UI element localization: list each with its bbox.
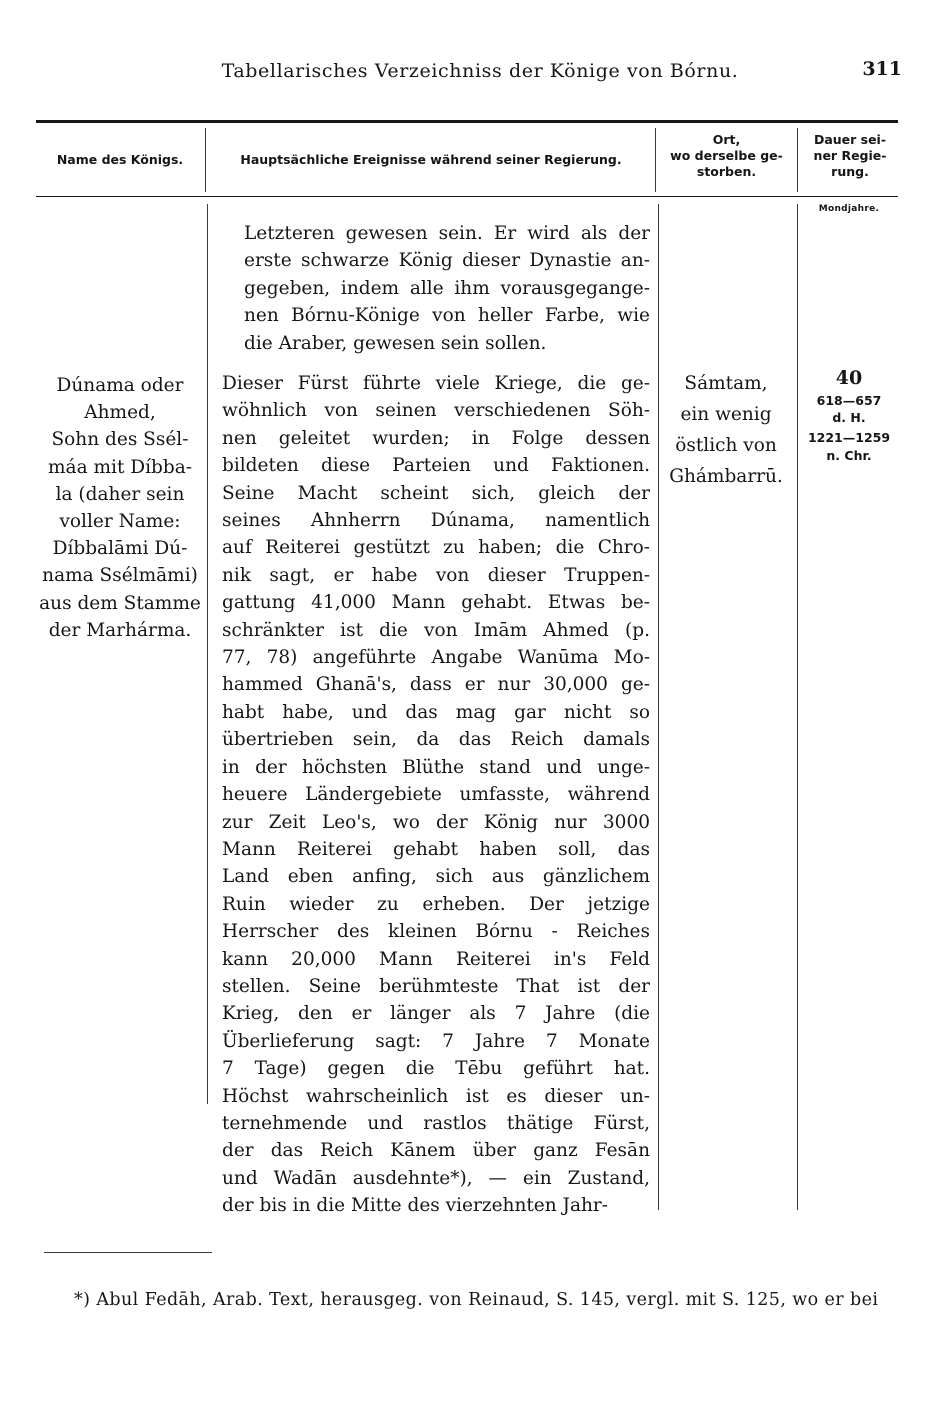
events-line: 7 Tage) gegen die Tēbu geführt hat.: [222, 1058, 650, 1080]
reign-years: 40: [835, 367, 863, 389]
death-place-line: östlich von: [675, 435, 777, 456]
events-line: schränkter ist die von Imām Ahmed (p.: [222, 619, 650, 641]
events-line: Dieser Fürst führte viele Kriege, die ge-: [222, 373, 650, 394]
continued-events-line: die Araber, gewesen sein sollen.: [244, 332, 547, 354]
king-name-line: Ahmed,: [84, 402, 156, 424]
table-top-rule: [36, 120, 898, 123]
column-header-duration: [798, 132, 902, 180]
king-name-line: Díbbalāmi Dú-: [52, 538, 188, 560]
events-line: Höchst wahrscheinlich ist es dieser un-: [222, 1085, 650, 1107]
hijri-range: 618—657: [816, 393, 882, 408]
events-line: wöhnlich von seinen verschiedenen Söh-: [222, 400, 650, 422]
table-header-rule: [36, 196, 898, 197]
events-line: nen geleitet wurden; in Folge dessen: [222, 427, 650, 449]
column-header-duration-line: ner Regie-: [813, 148, 887, 163]
column-divider: [205, 128, 206, 192]
continued-events-text: [244, 220, 650, 357]
ad-range: 1221—1259: [807, 430, 891, 445]
events-line: Überlieferung sagt: 7 Jahre 7 Monate: [222, 1030, 650, 1052]
events-text: [222, 370, 650, 1220]
king-name-line: aus dem Stamme: [39, 592, 201, 614]
events-line: 77, 78) angeführte Angabe Wanūma Mo-: [222, 647, 650, 669]
king-name: [36, 372, 204, 644]
page-number: 311: [862, 58, 902, 80]
column-header-place-line: wo derselbe ge-: [670, 148, 783, 163]
column-header-name: Name des Königs.: [56, 152, 184, 167]
king-name-line: voller Name:: [59, 511, 181, 533]
events-line: auf Reiterei gestützt zu haben; die Chro-: [222, 537, 650, 559]
death-place-line: Ghámbarrū.: [669, 466, 783, 487]
column-divider: [797, 204, 798, 1210]
duration-unit-label: Mondjahre.: [818, 204, 880, 214]
column-divider: [207, 204, 208, 1104]
events-line: Krieg, den er länger als 7 Jahre (die: [222, 1003, 650, 1025]
events-line: der bis in die Mitte des vierzehnten Jahr-: [222, 1195, 608, 1217]
column-divider: [658, 204, 659, 1210]
column-header-place-line: storben.: [696, 164, 757, 179]
events-line: Seine Macht scheint sich, gleich der: [222, 482, 650, 504]
events-line: bildeten diese Parteien und Faktionen.: [222, 455, 650, 477]
events-line: kann 20,000 Mann Reiterei in's Feld: [222, 948, 650, 970]
events-line: hammed Ghanā's, dass er nur 30,000 ge-: [222, 674, 650, 696]
king-name-line: máa mit Díbba-: [48, 456, 192, 478]
events-line: ternehmende und rastlos thätige Fürst,: [222, 1112, 650, 1134]
continued-events-line: gegeben, indem alle ihm vorausgegange-: [244, 277, 650, 299]
events-line: in der höchsten Blüthe stand und unge-: [222, 756, 650, 778]
events-line: Land eben anfing, sich aus gänzlichem: [222, 866, 650, 888]
death-place-line: Sámtam,: [684, 373, 768, 394]
footnote-rule: [44, 1252, 212, 1253]
hijri-label: d. H.: [832, 410, 866, 425]
column-header-duration-line: rung.: [831, 164, 869, 179]
column-header-events: Hauptsächliche Ereignisse während seiner Regierung.: [240, 152, 622, 167]
events-line: zur Zeit Leo's, wo der König nur 3000: [222, 811, 650, 833]
events-line: habt habe, und das mag gar nicht so: [222, 701, 650, 723]
footnote: *) Abul Fedāh, Arab. Text, herausgeg. von Reinaud, S. 145, vergl. mit S. 125, wo er bei: [74, 1290, 879, 1310]
events-line: Herrscher des kleinen Bórnu - Reiches: [222, 921, 650, 943]
column-header-place-line: Ort,: [712, 132, 741, 147]
running-head: Tabellarisches Verzeichniss der Könige von Bórnu.: [221, 60, 739, 82]
king-name-line: Dúnama oder: [56, 375, 184, 396]
ad-label: n. Chr.: [826, 448, 872, 463]
column-header-duration-line: Dauer sei-: [813, 132, 887, 147]
death-place: [660, 368, 792, 492]
reign-duration: [798, 364, 900, 464]
events-line: stellen. Seine berühmteste That ist der: [222, 975, 650, 997]
events-line: Ruin wieder zu erheben. Der jetzige: [222, 893, 650, 915]
column-header-place: [656, 132, 797, 180]
continued-events-line: Letzteren gewesen sein. Er wird als der: [244, 223, 650, 244]
events-line: nik sagt, er habe von dieser Truppen-: [222, 564, 650, 586]
king-name-line: der Marhárma.: [48, 619, 192, 641]
events-line: Mann Reiterei gehabt haben soll, das: [222, 838, 650, 860]
king-name-line: nama Ssélmāmi): [42, 565, 198, 587]
events-line: übertrieben sein, da das Reich damals: [222, 729, 650, 751]
events-line: gattung 41,000 Mann gehabt. Etwas be-: [222, 592, 650, 614]
continued-events-line: erste schwarze König dieser Dynastie an-: [244, 250, 650, 272]
continued-events-line: nen Bórnu-Könige von heller Farbe, wie: [244, 305, 650, 327]
events-line: heuere Ländergebiete umfasste, während: [222, 784, 650, 806]
events-line: der das Reich Kānem über ganz Fesān: [222, 1140, 650, 1162]
king-name-line: Sohn des Ssél-: [51, 429, 189, 451]
king-name-line: la (daher sein: [55, 483, 185, 505]
events-line: und Wadān ausdehnte*), — ein Zustand,: [222, 1167, 650, 1189]
death-place-line: ein wenig: [680, 404, 772, 425]
events-line: seines Ahnherrn Dúnama, namentlich: [222, 510, 650, 532]
